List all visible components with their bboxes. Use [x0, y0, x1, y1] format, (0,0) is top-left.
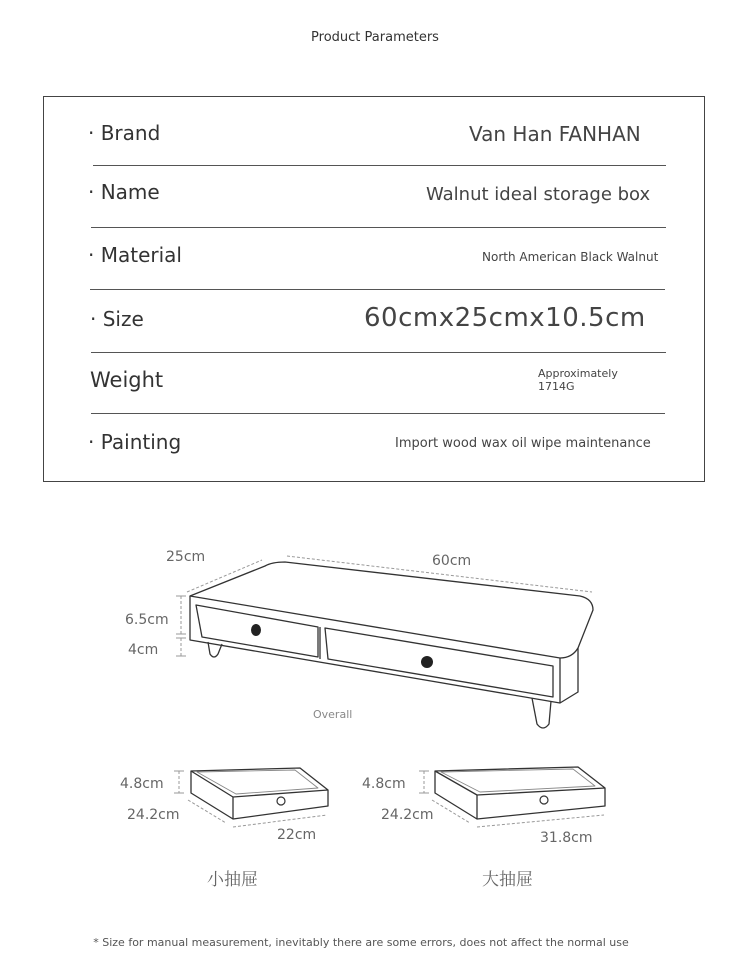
weight-value-line2: 1714G — [538, 380, 575, 393]
size-label: · Size — [90, 307, 144, 331]
large-drawer-height-label: 4.8cm — [362, 776, 406, 792]
large-drawer-caption: 大抽屉 — [482, 870, 533, 890]
painting-label: · Painting — [88, 430, 182, 454]
small-drawer-height-label: 4.8cm — [120, 776, 164, 792]
large-drawer-knob — [540, 796, 548, 804]
large-drawer-depth-label: 24.2cm — [381, 807, 434, 823]
overall-body-front — [190, 596, 578, 703]
weight-label: Weight — [90, 368, 164, 392]
overall-small-knob — [251, 624, 261, 636]
painting-value: Import wood wax oil wipe maintenance — [395, 436, 651, 451]
small-drawer-outline — [191, 768, 328, 819]
footnote: * Size for manual measurement, inevitably there are some errors, does not affect the normal use — [93, 936, 629, 949]
name-label: · Name — [88, 180, 160, 204]
overall-depth-label: 25cm — [166, 549, 206, 565]
page-heading: Product Parameters — [311, 30, 439, 45]
small-drawer-knob — [277, 797, 285, 805]
overall-top-height-label: 6.5cm — [125, 612, 169, 628]
overall-caption: Overall — [313, 708, 353, 721]
brand-label: · Brand — [88, 121, 161, 145]
overall-leg-right — [532, 698, 551, 728]
weight-value-line1: Approximately — [538, 367, 618, 380]
overall-top-surface — [190, 562, 593, 658]
overall-large-knob — [421, 656, 433, 668]
small-drawer-caption: 小抽屉 — [207, 870, 258, 890]
overall-width-label: 60cm — [432, 553, 472, 569]
material-value: North American Black Walnut — [482, 250, 659, 264]
overall-leg-height-label: 4cm — [128, 642, 159, 658]
small-drawer-depth-label: 24.2cm — [127, 807, 180, 823]
small-drawer-width-label: 22cm — [277, 827, 317, 843]
size-value: 60cmx25cmx10.5cm — [364, 303, 646, 333]
material-label: · Material — [88, 243, 182, 267]
brand-value: Van Han FANHAN — [469, 122, 641, 146]
name-value: Walnut ideal storage box — [426, 184, 651, 205]
large-drawer-width-label: 31.8cm — [540, 830, 593, 846]
